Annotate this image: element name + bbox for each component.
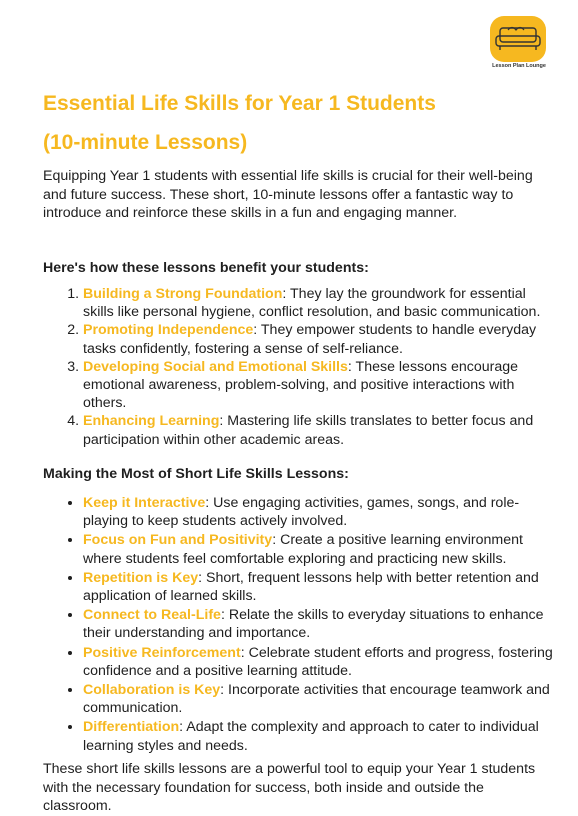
item-key: Developing Social and Emotional Skills — [83, 358, 348, 375]
item-text: : They lay the groundwork for essential skills like personal hygiene, conflict resolution, and basic communication. — [83, 286, 541, 321]
item-key: Enhancing Learning — [83, 413, 220, 430]
intro-paragraph: Equipping Year 1 students with essential life skills is crucial for their well-being and future success. These short, 10-minute lessons offer a fantastic way to introduce and reinforce these skills in a fun and engaging manner. — [43, 168, 533, 221]
sofa-logo-icon — [482, 14, 554, 64]
item-text: : Adapt the complexity and approach to cater to individual learning styles and needs. — [83, 719, 539, 754]
item-text: : Mastering life skills translates to better focus and participation within other academic areas. — [83, 413, 534, 448]
list-item — [83, 412, 553, 448]
list-item — [83, 321, 553, 357]
item-text: : Celebrate student efforts and progress, fostering confidence and a positive learning attitude. — [83, 644, 553, 679]
list-item — [83, 680, 553, 717]
section1-heading: Here's how these lessons benefit your students: — [43, 260, 369, 276]
logo-text: Lesson Plan Lounge — [492, 63, 546, 69]
tips-list — [83, 493, 553, 755]
item-text: : Short, frequent lessons help with better retention and application of learned skills. — [83, 569, 539, 605]
item-key: Collaboration is Key — [83, 682, 221, 699]
item-text: : Relate the skills to everyday situations to enhance their understanding and importance. — [83, 607, 544, 642]
list-item — [83, 530, 553, 567]
item-key: Differentiation — [83, 719, 180, 736]
item-key: Keep it Interactive — [83, 495, 206, 511]
list-item — [83, 285, 553, 321]
list-item — [83, 358, 553, 413]
item-text: : Use engaging activities, games, songs, and role-playing to keep students actively involved. — [83, 495, 520, 530]
list-item — [83, 605, 553, 642]
closing-paragraph: These short life skills lessons are a powerful tool to equip your Year 1 students with the necessary foundation for success, both inside and outside the classroom. — [43, 761, 536, 814]
item-key: Connect to Real-Life — [83, 607, 221, 624]
list-item — [83, 568, 553, 605]
item-key: Positive Reinforcement — [83, 644, 241, 661]
item-key: Promoting Independence — [83, 322, 254, 339]
item-text: : Create a positive learning environment where students feel comfortable exploring and practicing new skills. — [83, 532, 523, 567]
page-title: Essential Life Skills for Year 1 Students — [43, 92, 436, 115]
section2-heading: Making the Most of Short Life Skills Lessons: — [43, 466, 349, 482]
item-text: : They empower students to handle everyday tasks confidently, fostering a sense of self-reliance. — [83, 322, 537, 357]
benefits-list — [83, 285, 553, 449]
item-key: Focus on Fun and Positivity — [83, 532, 273, 549]
item-key: Building a Strong Foundation — [83, 286, 283, 302]
item-key: Repetition is Key — [83, 569, 199, 586]
list-item — [83, 643, 553, 680]
item-text: : These lessons encourage emotional awareness, problem-solving, and positive interactions with others. — [83, 358, 519, 412]
page-subtitle: (10-minute Lessons) — [43, 131, 248, 154]
list-item — [83, 717, 553, 754]
item-text: : Incorporate activities that encourage teamwork and communication. — [83, 682, 550, 717]
list-item — [83, 493, 553, 530]
